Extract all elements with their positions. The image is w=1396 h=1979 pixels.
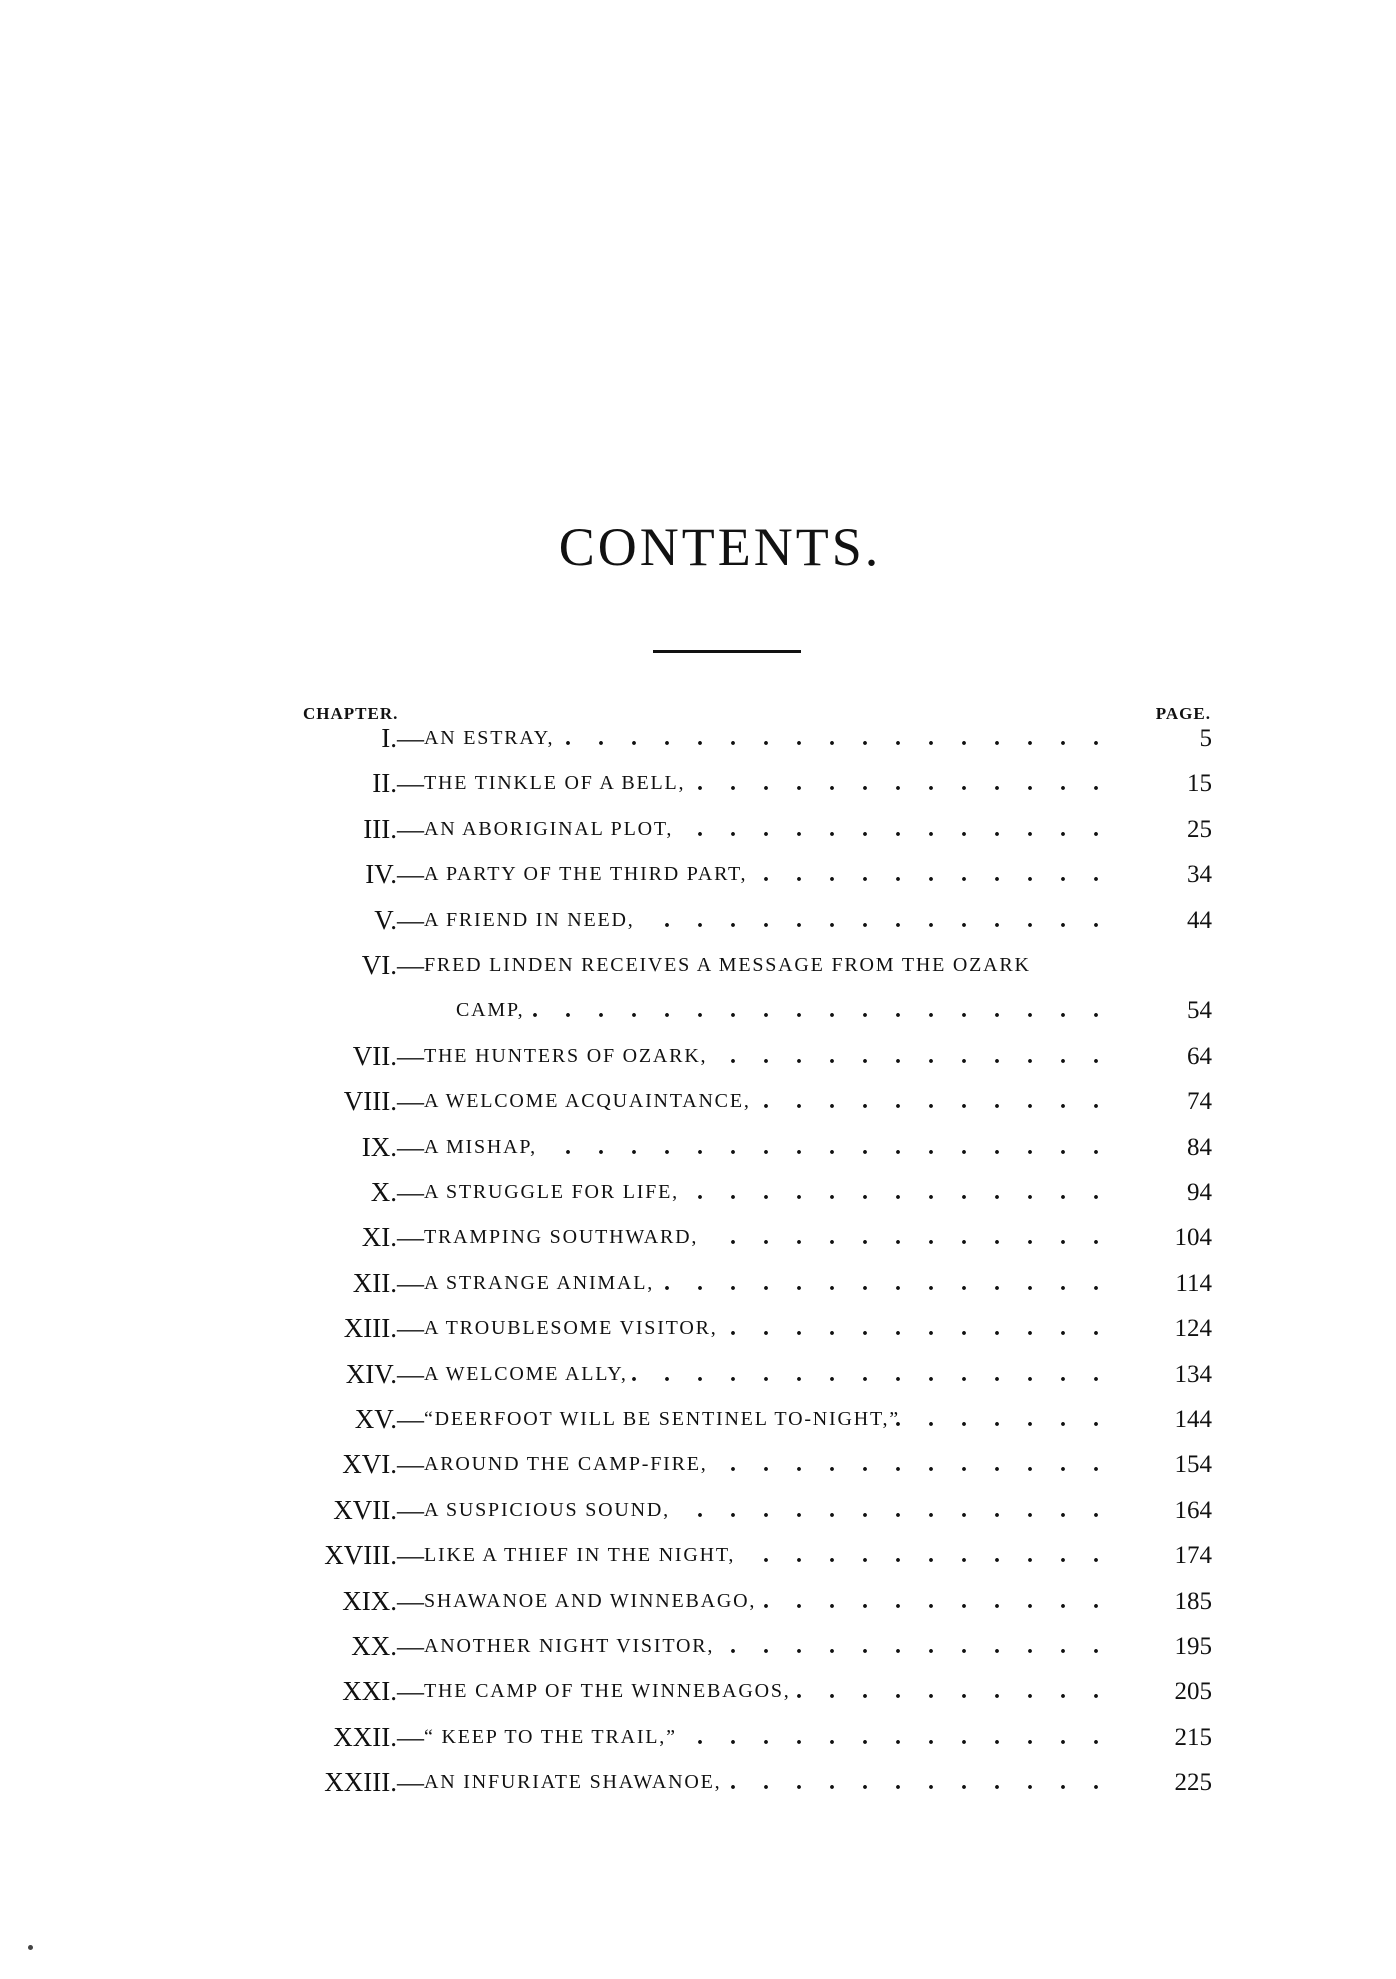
chapter-title-continuation: CAMP, bbox=[456, 999, 525, 1022]
page-title: CONTENTS. bbox=[558, 517, 882, 577]
em-dash: — bbox=[397, 1767, 424, 1798]
dot-leader: .............. bbox=[664, 906, 1126, 933]
chapter-numeral: XII. bbox=[352, 1267, 397, 1298]
chapter-numeral: II. bbox=[372, 768, 397, 799]
chapter-numeral: V. bbox=[374, 904, 397, 935]
page-number: 164 bbox=[1174, 1496, 1212, 1524]
chapter-numeral: XV. bbox=[354, 1404, 397, 1434]
dot-leader: ................. bbox=[565, 725, 1126, 751]
toc-entry bbox=[0, 1308, 1396, 1348]
chapter-numeral: XVIII. bbox=[324, 1540, 397, 1571]
em-dash: — bbox=[397, 1540, 424, 1571]
em-dash: — bbox=[397, 1222, 424, 1253]
chapter-title: “DEERFOOT WILL BE SENTINEL TO-NIGHT,” bbox=[424, 1408, 900, 1430]
page-number: 104 bbox=[1174, 1224, 1212, 1252]
dot-leader: .............. bbox=[664, 1269, 1126, 1296]
chapter-column-label: CHAPTER. bbox=[303, 704, 399, 723]
toc-entry bbox=[0, 945, 1396, 985]
chapter-title: A WELCOME ALLY, bbox=[424, 1362, 628, 1385]
page-number: 5 bbox=[1199, 725, 1212, 752]
em-dash: — bbox=[397, 1721, 424, 1752]
chapter-numeral: VI. bbox=[361, 950, 397, 980]
page-number: 154 bbox=[1174, 1451, 1212, 1479]
toc-entry bbox=[0, 1444, 1396, 1484]
dot-leader: ............. bbox=[697, 1496, 1126, 1523]
chapter-numeral: XXI. bbox=[342, 1676, 397, 1707]
chapter-title: A TROUBLESOME VISITOR, bbox=[424, 1317, 718, 1340]
chapter-title: THE HUNTERS OF OZARK, bbox=[424, 1044, 708, 1067]
chapter-title: THE TINKLE OF A BELL, bbox=[424, 772, 686, 795]
em-dash: — bbox=[397, 768, 424, 799]
em-dash: — bbox=[397, 904, 424, 935]
dot-leader: ........... bbox=[763, 1542, 1126, 1569]
em-dash: — bbox=[397, 723, 424, 753]
page-number: 215 bbox=[1174, 1723, 1212, 1751]
toc-entry bbox=[0, 763, 1396, 803]
page-number: 205 bbox=[1174, 1678, 1212, 1706]
chapter-numeral: I. bbox=[381, 723, 397, 753]
chapter-numeral: XVI. bbox=[342, 1449, 397, 1480]
toc-entry bbox=[0, 1717, 1396, 1757]
chapter-numeral: IX. bbox=[361, 1131, 397, 1162]
dot-leader: ............ bbox=[730, 1633, 1126, 1659]
dot-leader: ............ bbox=[730, 1451, 1126, 1478]
dot-leader: .......... bbox=[796, 1678, 1126, 1705]
chapter-title: AN ESTRAY, bbox=[424, 727, 555, 749]
chapter-title: FRED LINDEN RECEIVES A MESSAGE FROM THE OZARK bbox=[424, 954, 1031, 976]
em-dash: — bbox=[397, 1177, 424, 1207]
page-number: 94 bbox=[1187, 1179, 1212, 1206]
toc-entry bbox=[0, 1217, 1396, 1257]
em-dash: — bbox=[397, 1086, 424, 1117]
chapter-numeral: XIX. bbox=[342, 1585, 397, 1616]
page-number: 225 bbox=[1174, 1769, 1212, 1797]
page-number: 15 bbox=[1187, 770, 1212, 798]
chapter-numeral: XX. bbox=[351, 1631, 397, 1661]
dot-leader: ............. bbox=[697, 815, 1126, 842]
em-dash: — bbox=[397, 1676, 424, 1707]
page-number: 84 bbox=[1187, 1133, 1212, 1161]
toc-entry bbox=[0, 809, 1396, 849]
toc-entry bbox=[0, 1081, 1396, 1121]
dot-leader: ........... bbox=[763, 1088, 1126, 1115]
toc-entry bbox=[0, 1399, 1396, 1439]
dot-leader: ............. bbox=[697, 770, 1126, 797]
chapter-title: A SUSPICIOUS SOUND, bbox=[424, 1498, 670, 1521]
page-number: 144 bbox=[1174, 1406, 1212, 1433]
chapter-numeral: XVII. bbox=[333, 1494, 397, 1525]
chapter-title: A MISHAP, bbox=[424, 1135, 537, 1158]
chapter-numeral: VIII. bbox=[343, 1086, 397, 1117]
toc-entry bbox=[0, 1626, 1396, 1666]
chapter-title: A WELCOME ACQUAINTANCE, bbox=[424, 1090, 751, 1113]
toc-entry bbox=[0, 1172, 1396, 1212]
em-dash: — bbox=[397, 950, 424, 980]
chapter-title: AN INFURIATE SHAWANOE, bbox=[424, 1771, 722, 1794]
chapter-title: TRAMPING SOUTHWARD, bbox=[424, 1226, 699, 1249]
chapter-numeral: X. bbox=[370, 1177, 397, 1207]
em-dash: — bbox=[397, 1494, 424, 1525]
toc-entry bbox=[0, 1127, 1396, 1167]
em-dash: — bbox=[397, 1358, 424, 1389]
page-column-label: PAGE. bbox=[1155, 704, 1211, 723]
chapter-title: ANOTHER NIGHT VISITOR, bbox=[424, 1635, 715, 1657]
dot-leader: ............. bbox=[697, 1723, 1126, 1750]
chapter-title: AROUND THE CAMP-FIRE, bbox=[424, 1453, 708, 1476]
page-speck bbox=[28, 1945, 33, 1950]
page-number: 174 bbox=[1174, 1542, 1212, 1570]
chapter-numeral: XIV. bbox=[345, 1358, 397, 1389]
page-number: 74 bbox=[1187, 1088, 1212, 1116]
dot-leader: ............ bbox=[730, 1769, 1126, 1796]
chapter-title: AN ABORIGINAL PLOT, bbox=[424, 817, 674, 840]
chapter-title: SHAWANOE AND WINNEBAGO, bbox=[424, 1589, 757, 1612]
page-number: 124 bbox=[1174, 1315, 1212, 1343]
toc-entry bbox=[0, 1490, 1396, 1530]
chapter-title: THE CAMP OF THE WINNEBAGOS, bbox=[424, 1680, 791, 1703]
dot-leader: ............... bbox=[631, 1360, 1126, 1387]
toc-entry-continuation bbox=[0, 990, 1396, 1030]
em-dash: — bbox=[397, 1131, 424, 1162]
dot-leader: .................. bbox=[532, 997, 1126, 1024]
dot-leader: ........... bbox=[763, 1587, 1126, 1614]
chapter-title: A STRUGGLE FOR LIFE, bbox=[424, 1181, 679, 1203]
em-dash: — bbox=[397, 1267, 424, 1298]
chapter-title: LIKE A THIEF IN THE NIGHT, bbox=[424, 1544, 736, 1567]
chapter-title: A STRANGE ANIMAL, bbox=[424, 1271, 655, 1294]
em-dash: — bbox=[397, 813, 424, 844]
em-dash: — bbox=[397, 1040, 424, 1071]
page-number: 64 bbox=[1187, 1042, 1212, 1070]
dot-leader: ....... bbox=[895, 1406, 1126, 1432]
dot-leader: ............ bbox=[730, 1042, 1126, 1069]
chapter-numeral: IV. bbox=[365, 859, 397, 890]
toc-entry bbox=[0, 1671, 1396, 1711]
em-dash: — bbox=[397, 1313, 424, 1344]
toc-entry bbox=[0, 1263, 1396, 1303]
em-dash: — bbox=[397, 1404, 424, 1434]
toc-entry bbox=[0, 900, 1396, 940]
toc-entry bbox=[0, 1762, 1396, 1802]
dot-leader: ............ bbox=[730, 1224, 1126, 1251]
toc-entry bbox=[0, 1581, 1396, 1621]
chapter-numeral: XI. bbox=[361, 1222, 397, 1253]
page-number: 114 bbox=[1175, 1269, 1212, 1297]
chapter-numeral: XXII. bbox=[333, 1721, 397, 1752]
toc-entry bbox=[0, 1036, 1396, 1076]
toc-entry bbox=[0, 1535, 1396, 1575]
toc-entry bbox=[0, 1354, 1396, 1394]
em-dash: — bbox=[397, 859, 424, 890]
toc-entry bbox=[0, 718, 1396, 758]
dot-leader: ............ bbox=[730, 1315, 1126, 1342]
chapter-numeral: XXIII. bbox=[324, 1767, 397, 1798]
page-number: 44 bbox=[1187, 906, 1212, 934]
chapter-numeral: VII. bbox=[352, 1040, 397, 1071]
em-dash: — bbox=[397, 1449, 424, 1480]
dot-leader: ................. bbox=[565, 1133, 1126, 1160]
chapter-title: “ KEEP TO THE TRAIL,” bbox=[424, 1725, 677, 1748]
dot-leader: ........... bbox=[763, 861, 1126, 888]
page-number: 54 bbox=[1187, 997, 1212, 1025]
toc-entry bbox=[0, 854, 1396, 894]
page-number: 185 bbox=[1174, 1587, 1212, 1615]
chapter-title: A PARTY OF THE THIRD PART, bbox=[424, 863, 748, 886]
page-number: 134 bbox=[1174, 1360, 1212, 1388]
page-number: 34 bbox=[1187, 861, 1212, 889]
em-dash: — bbox=[397, 1585, 424, 1616]
page-number: 25 bbox=[1187, 815, 1212, 843]
chapter-numeral: III. bbox=[363, 813, 397, 844]
page-number: 195 bbox=[1174, 1633, 1212, 1660]
chapter-numeral: XIII. bbox=[343, 1313, 397, 1344]
chapter-title: A FRIEND IN NEED, bbox=[424, 908, 635, 931]
dot-leader: ............. bbox=[697, 1179, 1126, 1205]
em-dash: — bbox=[397, 1631, 424, 1661]
